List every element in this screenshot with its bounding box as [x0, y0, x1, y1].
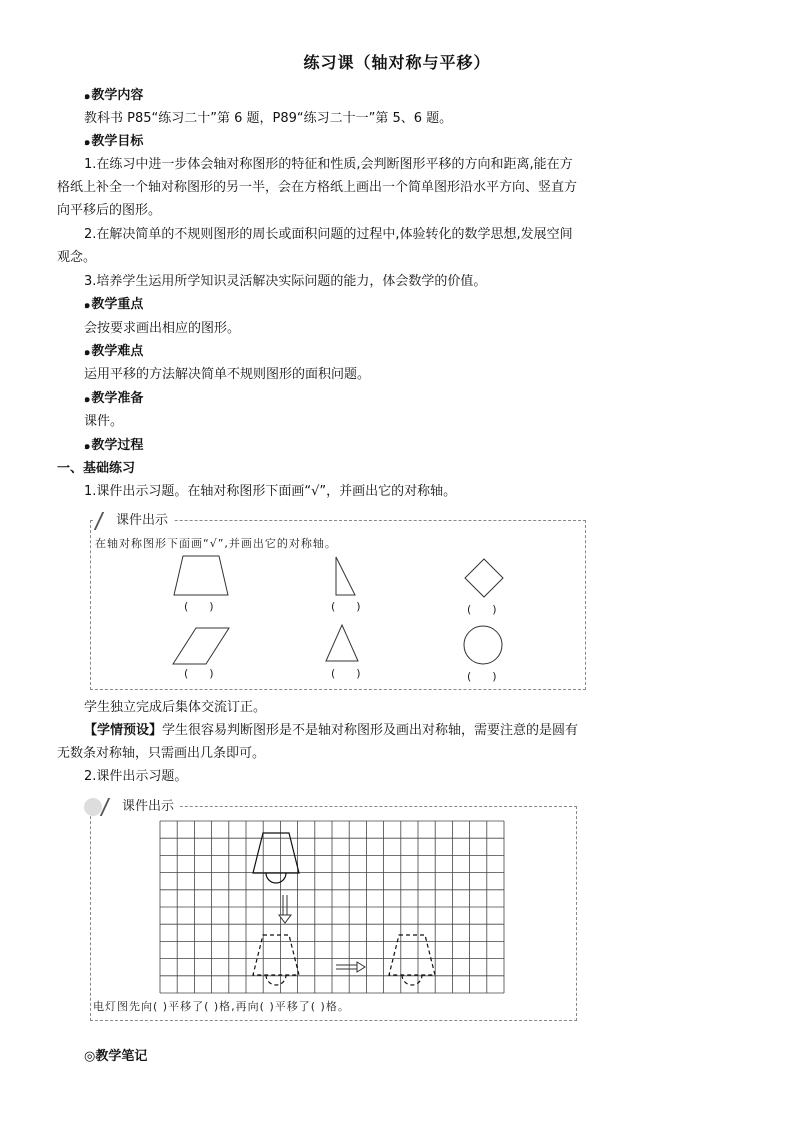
lamp-moved-down-icon	[253, 935, 299, 985]
goal2-line1: 2.在解决简单的不规则图形的周长或面积问题的过程中,体验转化的数学思想,发展空间	[84, 227, 573, 242]
exercise1-box	[90, 513, 586, 690]
section-mark-icon: ๑	[84, 300, 91, 311]
process-heading: ๑教学过程	[84, 438, 144, 453]
box1-instruction: 在轴对称图形下面画“√”,并画出它的对称轴。	[95, 537, 337, 550]
exercise2-box	[90, 799, 577, 1021]
goal3: 3.培养学生运用所学知识灵活解决实际问题的能力，体会数学的价值。	[84, 274, 487, 289]
exercise2-text: 2.课件出示习题。	[84, 769, 188, 784]
right-arrow-icon	[336, 962, 365, 972]
prep-heading: ๑教学准备	[84, 391, 144, 406]
exercise1-text: 1.课件出示习题。在轴对称图形下面画“√”，并画出它的对称轴。	[84, 484, 457, 499]
trapezoid-icon	[174, 556, 228, 595]
difficulty-text: 运用平移的方法解决简单不规则图形的面积问题。	[84, 367, 371, 382]
answer-paren-1[interactable]: ( )	[184, 600, 214, 613]
page-title: 练习课（轴对称与平移）	[303, 53, 491, 72]
right-triangle-icon	[336, 557, 355, 595]
section-mark-icon: ๑	[84, 441, 91, 452]
answer-paren-3[interactable]: ( )	[467, 603, 497, 616]
parallelogram-icon	[173, 628, 229, 664]
part1-heading: 一、基础练习	[57, 461, 136, 476]
content-heading: ๑教学内容	[84, 88, 144, 103]
grid-lines	[160, 821, 504, 993]
predict-line1: 【学情预设】学生很容易判断图形是不是轴对称图形及画出对称轴，需要注意的是圆有	[84, 723, 579, 738]
goal1-line3: 向平移后的图形。	[57, 203, 162, 218]
answer-paren-2[interactable]: ( )	[331, 600, 361, 613]
triangle-icon	[326, 625, 358, 661]
prep-text: 课件。	[84, 414, 124, 429]
answer-paren-5[interactable]: ( )	[331, 667, 361, 680]
section-mark-icon: ๑	[84, 394, 91, 405]
answer-paren-6[interactable]: ( )	[467, 670, 497, 683]
predict-line2: 无数条对称轴，只需画出几条即可。	[57, 746, 266, 761]
goal1-line1: 1.在练习中进一步体会轴对称图形的特征和性质,会判断图形平移的方向和距离,能在方	[84, 157, 573, 172]
notes-heading: ◎教学笔记	[84, 1049, 148, 1064]
difficulty-heading: ๑教学难点	[84, 344, 144, 359]
goal1-line2: 格纸上补全一个轴对称图形的另一半，会在方格纸上画出一个简单图形沿水平方向、竖直方	[57, 180, 578, 195]
goal2-line2: 观念。	[57, 250, 97, 265]
translation-grid	[91, 807, 576, 1020]
box1-tag: 课件出示	[94, 511, 174, 531]
answer-paren-4[interactable]: ( )	[184, 667, 214, 680]
section-mark-icon: ๑	[84, 347, 91, 358]
key-heading: ๑教学重点	[84, 297, 144, 312]
section-mark-icon: ๑	[84, 137, 91, 148]
lamp-original-icon	[253, 833, 299, 883]
content-text: 教科书 P85“练习二十”第 6 题，P89“练习二十一”第 5、6 题。	[84, 111, 453, 126]
goals-heading: ๑教学目标	[84, 134, 144, 149]
lamp-moved-right-icon	[389, 935, 435, 985]
box2-question[interactable]: 电灯图先向( )平移了( )格,再向( )平移了( )格。	[93, 1000, 350, 1013]
after-exercise1: 学生独立完成后集体交流订正。	[84, 700, 267, 715]
diamond-icon	[465, 559, 503, 597]
circle-icon	[464, 626, 502, 664]
key-text: 会按要求画出相应的图形。	[84, 321, 241, 336]
box2-tag: 课件出示	[94, 797, 180, 817]
section-mark-icon: ๑	[84, 91, 91, 102]
